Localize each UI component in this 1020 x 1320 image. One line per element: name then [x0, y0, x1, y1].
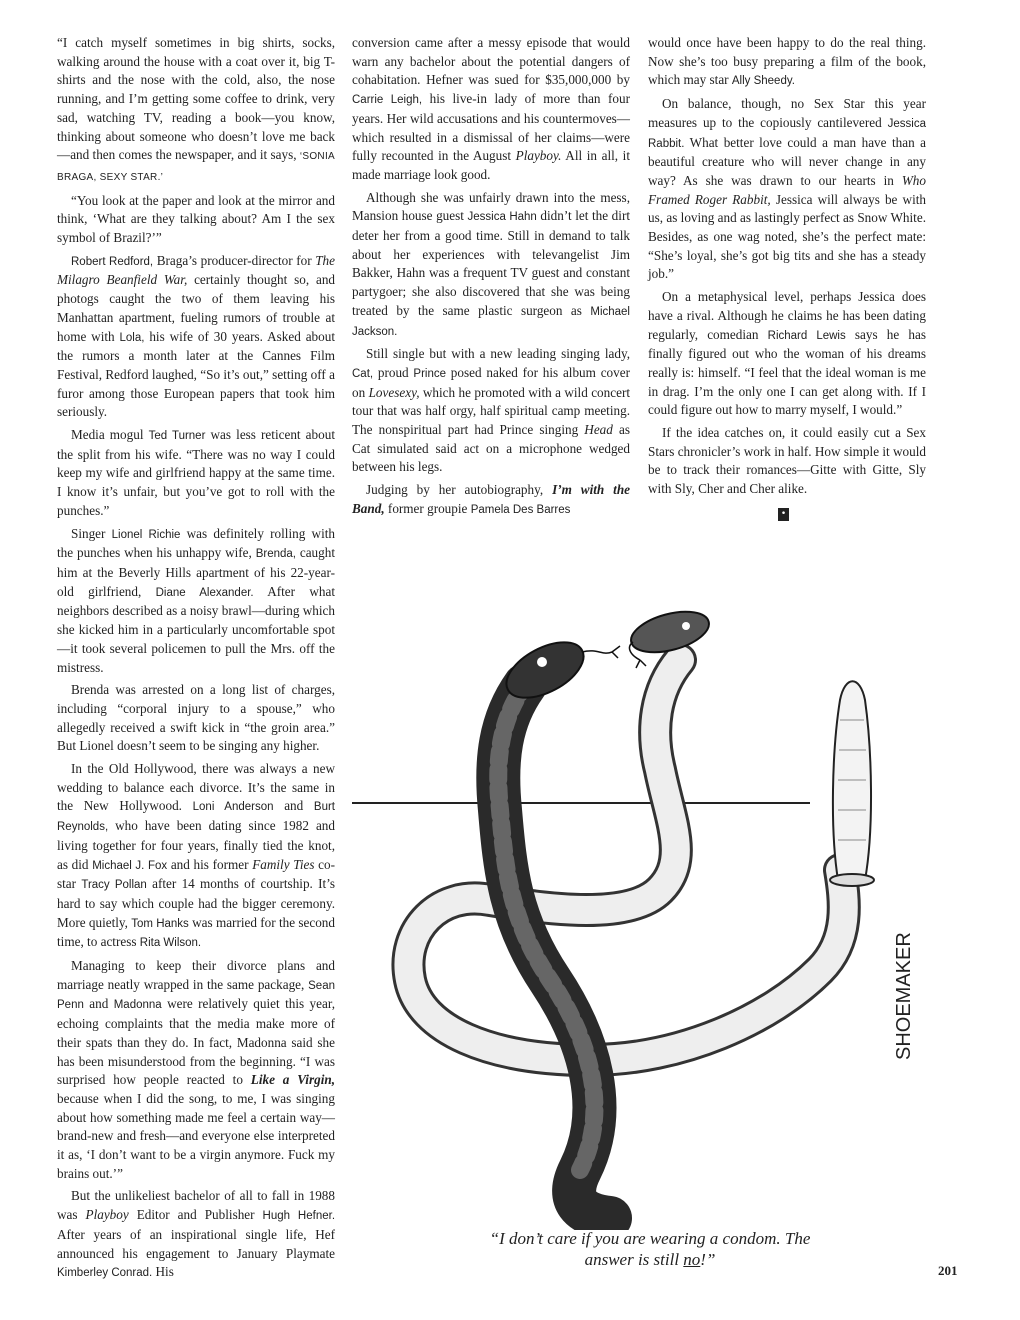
text: would once have been happy to do the real thing. Now she’s too busy preparing a film of the book, which may star — [648, 35, 926, 88]
paragraph — [648, 424, 926, 499]
text: was definitely rolling with the punches when his unhappy wife, — [57, 525, 335, 561]
end-of-article-mark-icon: • — [778, 508, 789, 521]
condom-shape — [833, 681, 871, 880]
magazine-title: Playboy — [85, 1207, 129, 1223]
snake-light-head — [627, 604, 714, 659]
text: was married for the second time, to actress — [57, 914, 335, 950]
cartoon-caption — [440, 1228, 860, 1270]
film-title: Who Framed Roger Rabbit, — [648, 172, 926, 207]
text: “I catch myself sometimes in big shirts, socks, walking around the house with a coat over it, big T-shirts and the nose with the cold, also, the nose running, and I’m getting some coffee to drink, very sad, watching TV, reading a book—you know, thinking about someone who doesn’t love me back—and then comes the newspaper, and it says, — [57, 35, 335, 163]
celebrity-name: Tracy Pollan — [81, 879, 147, 892]
text: On a metaphysical level, perhaps Jessica does have a rival. Although he claims he has been dating regularly, comedian — [648, 289, 926, 342]
song-title: Head — [584, 422, 613, 438]
text: If the idea catches on, it could easily cut a Sex Stars chronicler’s work in half. How simple it would be to track their romances—Gitte with Gitte, Sly with Sly, Cher and Cher alike. — [648, 425, 926, 497]
text: says he has finally figured out who the woman of his dreams really is: himself. “I feel that the ideal woman is me in drag. I’m the only one I can get along with. If I could figure out how to marry myself, I would.” — [648, 326, 926, 418]
celebrity-name: Lionel Richie — [111, 528, 181, 541]
newspaper-headline: ‘SONIA BRAGA, SEXY STAR.’ — [57, 151, 335, 183]
text: and — [273, 798, 314, 814]
text: were relatively quiet this year, echoing complaints that the media make more of their spats than they do. In fact, Madonna said she has been misunderstood from the beginning. “I was surprised how people reacted to — [57, 996, 335, 1088]
show-title: Family Ties — [252, 856, 315, 872]
snake-tongue — [582, 646, 620, 658]
text-column-1 — [57, 34, 335, 1287]
celebrity-name: Diane Alexander. — [155, 586, 254, 599]
text-column-3 — [648, 34, 926, 522]
text: was less reticent about the split from his wife. “There was no way I could keep my wife and girlfriend happy at the same time. I know it’s unfair, but you’ve got to roll with the punches.” — [57, 427, 335, 518]
celebrity-name: Brenda, — [255, 548, 296, 561]
text: former groupie — [384, 500, 471, 516]
paragraph — [352, 481, 630, 519]
magazine-title: Playboy. — [515, 148, 562, 164]
text: his wife of 30 years. Asked about the rumors a month later at the Cannes Film Festival, Redford laughed, “So it’s out,” setting off a furor among those European papers that took him seriously. — [57, 328, 335, 420]
text: caught him at the Beverly Hills apartment of his 22-year-old girlfriend, — [57, 545, 335, 599]
celebrity-name: Carrie Leigh, — [352, 94, 423, 107]
text: answer is still — [584, 1250, 684, 1269]
text: as Cat simulated said act on a microphone wedged between his legs. — [352, 422, 630, 475]
text: “You look at the paper and look at the mirror and think, ‘What are they talking about? Am I the sex symbol of Brazil?’” — [57, 192, 335, 246]
text: Although she was unfairly drawn into the mess, Mansion house guest — [352, 189, 630, 224]
celebrity-name: Richard Lewis — [767, 329, 846, 342]
text: conversion came after a messy episode that would warn any bachelor about the potential dangers of cohabitation. Hefner was sued for $35,000,000 by — [352, 35, 630, 88]
celebrity-name: Hugh Hefner. — [262, 1210, 336, 1223]
paragraph — [57, 760, 335, 953]
text: What better love could a man have than a beautiful creature who will never change in any way? As she was drawn to our hearts in — [648, 134, 926, 188]
text: Braga’s producer-director for — [153, 252, 316, 268]
text: In the Old Hollywood, there was always a new wedding to balance each divorce. It’s the same in the New Hollywood. — [57, 761, 335, 814]
paragraph — [57, 34, 335, 188]
celebrity-name: Pamela Des Barres — [470, 503, 571, 516]
condom-rim — [830, 874, 874, 886]
celebrity-name: Michael J. Fox — [92, 859, 168, 872]
paragraph — [352, 34, 630, 185]
celebrity-name: Cat, — [352, 367, 374, 380]
celebrity-name: Lola, — [119, 331, 145, 344]
text: !” — [700, 1250, 716, 1269]
celebrity-name: Ted Turner — [148, 430, 206, 443]
celebrity-name: Jessica Rabbit. — [648, 117, 926, 150]
celebrity-name: Madonna — [113, 999, 162, 1012]
celebrity-name: Loni Anderson — [192, 801, 274, 814]
paragraph — [352, 345, 630, 477]
celebrity-name: Burt Reynolds, — [57, 801, 335, 834]
paragraph — [57, 957, 335, 1183]
underlined-word: no — [683, 1250, 701, 1269]
celebrity-name: Sean Penn — [57, 979, 335, 1012]
page-number: 201 — [938, 1263, 958, 1278]
celebrity-name: Kimberley Conrad. — [57, 1267, 153, 1280]
celebrity-name: Prince — [413, 367, 447, 380]
paragraph — [648, 288, 926, 420]
paragraph — [57, 426, 335, 521]
text: Media mogul — [71, 427, 149, 443]
film-title: The Milagro Beanfield War, — [57, 252, 335, 288]
text: and his former — [167, 856, 253, 872]
text: Judging by her autobiography, — [366, 482, 553, 498]
book-title: I’m with the Band, — [352, 482, 631, 516]
text: All in all, it made marriage look good. — [352, 148, 631, 182]
text: who have been dating since 1982 and living together for four years, finally tied the knot, as did — [57, 818, 335, 872]
artist-signature: SHOEMAKER — [893, 932, 915, 1060]
text: Managing to keep their divorce plans and marriage neatly wrapped in the same package, — [57, 958, 335, 992]
album-title: Lovesexy, — [368, 384, 420, 400]
text: after 14 months of courtship. It’s hard to say which couple had the bigger ceremony. More quietly, — [57, 876, 335, 930]
paragraph — [57, 525, 335, 678]
caption-line — [440, 1249, 860, 1270]
paragraph — [57, 252, 335, 422]
text: posed naked for his album cover on — [352, 364, 630, 400]
text: Editor and Publisher — [128, 1207, 263, 1223]
celebrity-name: Robert Redford, — [71, 255, 154, 268]
caption-line: “I don’t care if you are wearing a condom. The — [489, 1229, 811, 1248]
text: proud — [373, 364, 414, 380]
text: his live-in lady of more than four years. Her wild accusations and his countermoves—which resulted in a dismissal of her claims—were fully recounted in the August — [352, 91, 631, 164]
cartoon-illustration — [350, 590, 960, 1230]
text: didn’t let the dirt deter her from a good time. Still in demand to talk about her experiences with televangelist Jim Bakker, Hahn was a frequent TV guest and constant partygoer; she also discovered that she was being treated by the same plastic surgeon as — [352, 208, 631, 318]
text: co-star — [57, 856, 336, 892]
paragraph — [648, 95, 926, 284]
text: and — [83, 996, 114, 1012]
paragraph — [352, 189, 630, 342]
paragraph — [57, 192, 335, 248]
text: Still single but with a new leading singing lady, — [366, 346, 630, 362]
text: On balance, though, no Sex Star this year measures up to the copiously cantilevered — [648, 96, 926, 130]
snake-eye — [682, 622, 690, 630]
text: because when I did the song, to me, I was singing about how something made me feel a certain way—brand-new and fresh—and everyone else interpreted it as, ‘I don’t want to be a virgin anymore. Fuck my brains out.’” — [57, 1090, 335, 1181]
text: Jessica will always be with us, as loving and as lastingly perfect as Snow White. Besides, as one wag noted, she’s the perfect mate: “She’s loyal, she’s got big tits and she has a steady job.” — [648, 191, 926, 282]
text: which he promoted with a wild concert tour that was half orgy, half spiritual camp meeting. The nonspiritual part had Prince singing — [352, 384, 631, 438]
text: After years of an inspirational single life, Hef announced his engagement to January Playmate — [57, 1226, 335, 1261]
paragraph — [57, 1187, 335, 1283]
celebrity-name: Michael Jackson. — [352, 305, 630, 338]
text: His — [152, 1264, 174, 1280]
celebrity-name: Ally Sheedy. — [731, 75, 795, 88]
celebrity-name: Jessica Hahn — [467, 211, 537, 224]
text-column-2 — [352, 34, 630, 524]
celebrity-name: Rita Wilson. — [139, 937, 202, 950]
song-title: Like a Virgin, — [250, 1072, 335, 1088]
snake-light-body-fill — [408, 660, 843, 1060]
celebrity-name: Tom Hanks — [131, 917, 189, 930]
paragraph — [648, 34, 926, 91]
text: certainly thought so, and photogs caught the two of them leaving his Manhattan apartment, fueling rumors of trouble at home with — [57, 272, 336, 344]
text: After what neighbors described as a noisy brawl—during which she kicked him in a particularly uncomfortable spot—it took several policemen to pull the Mrs. off the mistress. — [57, 583, 336, 675]
snake-eye — [537, 657, 547, 667]
text: Brenda was arrested on a long list of charges, including “corporal injury to a spouse,” who allegedly received a swift kick in “the groin area.” But Lionel doesn’t seem to be singing any higher. — [57, 682, 335, 754]
text: Singer — [71, 525, 112, 541]
text: But the unlikeliest bachelor of all to fall in 1988 was — [57, 1188, 335, 1223]
paragraph — [57, 681, 335, 756]
